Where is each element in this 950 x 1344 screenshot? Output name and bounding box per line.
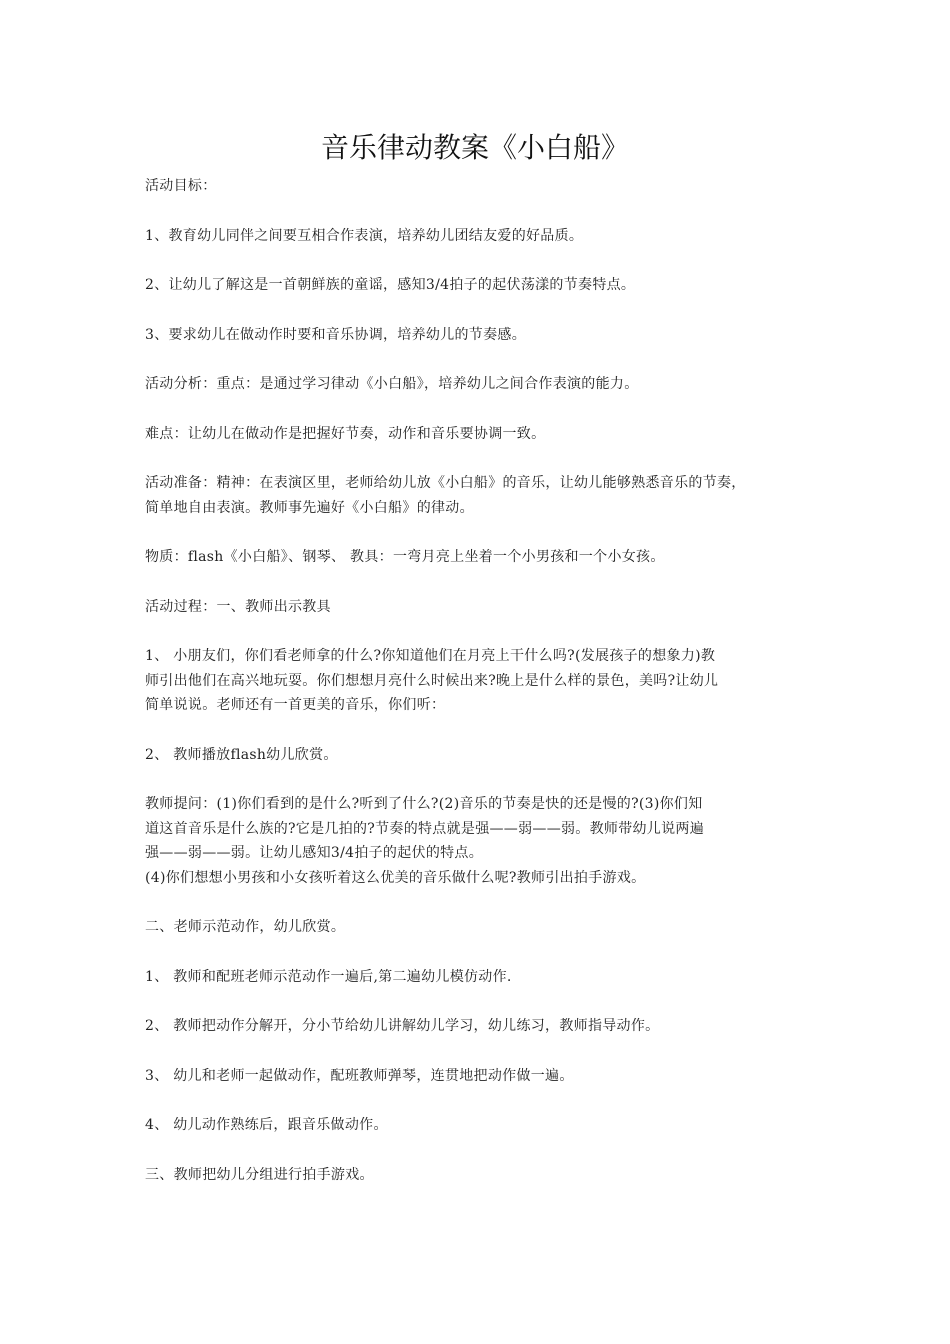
paragraph-line: 活动准备：精神：在表演区里，老师给幼儿放《小白船》的音乐，让幼儿能够熟悉音乐的节奏， <box>145 475 746 491</box>
paragraph-line: 3、 幼儿和老师一起做动作，配班教师弹琴，连贯地把动作做一遍。 <box>145 1067 574 1084</box>
paragraph-line: 三、教师把幼儿分组进行拍手游戏。 <box>145 1166 374 1183</box>
paragraph-line: 师引出他们在高兴地玩耍。你们想想月亮什么时候出来?晚上是什么样的景色，美吗?让幼儿 <box>145 672 719 689</box>
paragraph-line: 二、老师示范动作，幼儿欣赏。 <box>145 919 346 935</box>
paragraph-line: (4)你们想想小男孩和小女孩听着这么优美的音乐做什么呢?教师引出拍手游戏。 <box>145 869 646 886</box>
paragraph <box>145 743 810 768</box>
paragraph-line: 4、 幼儿动作熟练后，跟音乐做动作。 <box>145 1117 388 1133</box>
paragraph-line: 难点：让幼儿在做动作是把握好节奏，动作和音乐要协调一致。 <box>145 425 546 442</box>
paragraph <box>145 644 810 718</box>
paragraph <box>145 965 810 990</box>
paragraph <box>145 1163 810 1188</box>
paragraph <box>145 792 810 890</box>
paragraph <box>145 471 810 520</box>
paragraph <box>145 1113 810 1138</box>
paragraph-line: 1、 教师和配班老师示范动作一遍后,第二遍幼儿模仿动作. <box>145 968 512 985</box>
paragraph <box>145 273 810 298</box>
paragraph <box>145 224 810 249</box>
paragraph-line: 1、 小朋友们，你们看老师拿的什么?你知道他们在月亮上干什么吗?(发展孩子的想象力)教 <box>145 648 716 664</box>
paragraph-line: 简单地自由表演。教师事先遍好《小白船》的律动。 <box>145 499 474 516</box>
paragraph-line: 物质：flash《小白船》、钢琴、 教具：一弯月亮上坐着一个小男孩和一个小女孩。 <box>145 549 665 565</box>
paragraph <box>145 545 810 570</box>
paragraph <box>145 174 810 199</box>
paragraph-line: 1、教育幼儿同伴之间要互相合作表演，培养幼儿团结友爱的好品质。 <box>145 227 584 244</box>
paragraph-line: 2、 教师播放flash幼儿欣赏。 <box>145 746 338 763</box>
paragraph-line: 2、让幼儿了解这是一首朝鲜族的童谣，感知3/4拍子的起伏荡漾的节奏特点。 <box>145 277 636 293</box>
document-title: 音乐律动教案《小白船》 <box>320 131 629 164</box>
paragraph-line: 教师提问：(1)你们看到的是什么?听到了什么?(2)音乐的节奏是快的还是慢的?(3)你们知 <box>145 796 703 812</box>
paragraph <box>145 372 810 397</box>
paragraph <box>145 915 810 940</box>
paragraph <box>145 595 810 620</box>
paragraph <box>145 422 810 447</box>
paragraph <box>145 1014 810 1039</box>
paragraph-line: 道这首音乐是什么族的?它是几拍的?节奏的特点就是强——弱——弱。教师带幼儿说两遍 <box>145 820 705 837</box>
paragraph-line: 活动过程：一、教师出示教具 <box>145 598 331 615</box>
paragraph-line: 强——弱——弱。让幼儿感知3/4拍子的起伏的特点。 <box>145 845 484 861</box>
paragraph-line: 活动分析：重点：是通过学习律动《小白船》，培养幼儿之间合作表演的能力。 <box>145 376 639 392</box>
paragraph-line: 简单说说。老师还有一首更美的音乐，你们听： <box>145 697 446 713</box>
paragraph <box>145 323 810 348</box>
paragraph <box>145 1064 810 1089</box>
document-body <box>145 174 810 1212</box>
paragraph-line: 活动目标： <box>145 178 217 194</box>
paragraph-line: 2、 教师把动作分解开，分小节给幼儿讲解幼儿学习，幼儿练习，教师指导动作。 <box>145 1018 660 1034</box>
paragraph-line: 3、要求幼儿在做动作时要和音乐协调，培养幼儿的节奏感。 <box>145 326 527 343</box>
